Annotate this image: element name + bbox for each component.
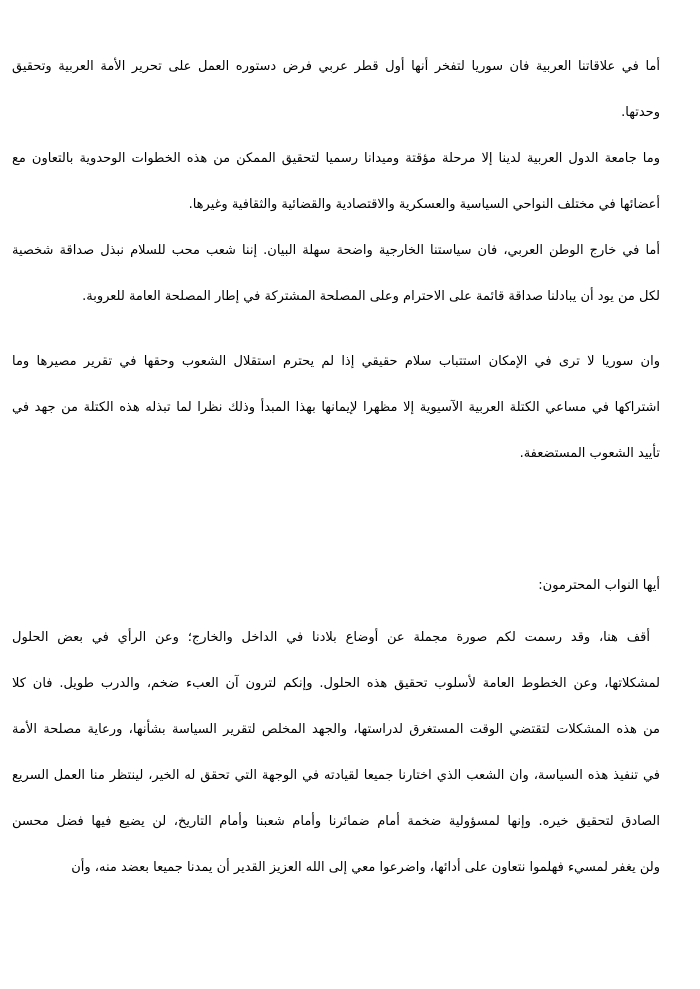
text-line: أما في خارج الوطن العربي، فان سياستنا الخارجية واضحة سهلة البيان. إننا شعب محب للسلام نبذل صداقة شخصية — [12, 243, 660, 258]
text-line: وان سوريا لا ترى في الإمكان استتباب سلام حقيقي إذا لم يحترم استقلال الشعوب وحقها في تقرير مصيرها وما — [12, 354, 660, 369]
blank-line — [12, 520, 660, 563]
section-heading — [12, 563, 660, 609]
paragraph — [12, 136, 660, 228]
text-line: أقف هنا، وقد رسمت لكم صورة مجملة عن أوضاع بلادنا في الداخل والخارج؛ وعن الرأي في بعض الحلول — [12, 630, 650, 645]
text-line: اشتراكها في مساعي الكتلة العربية الآسيوية إلا مظهرا لإيمانها بهذا المبدأ وذلك نظرا لما تبذله هذه الكتلة من جهد في — [12, 400, 660, 415]
text-line: ولن يغفر لمسيء فهلموا نتعاون على أدائها، واضرعوا معي إلى الله العزيز القدير أن يمدنا جميعا بعضد منه، وأن — [71, 860, 660, 875]
text-line: لكل من يود أن يبادلنا صداقة قائمة على الاحترام وعلى المصلحة المشتركة في إطار المصلحة العامة للعروبة. — [82, 289, 660, 304]
text-line: في تنفيذ هذه السياسة، وان الشعب الذي اختارنا جميعا لقيادته في الوجهة التي تحقق له الخير، لينتظر منا العمل السريع — [12, 768, 660, 783]
text-line: أيها النواب المحترمون: — [538, 578, 660, 593]
text-line: الصادق لتحقيق خيره. وإنها لمسؤولية ضخمة أمام ضمائرنا وأمام شعبنا وأمام التاريخ، لن يضيع فيها فضل محسن — [12, 814, 660, 829]
blank-line — [12, 477, 660, 520]
text-line: تأييد الشعوب المستضعفة. — [519, 446, 660, 461]
paragraph — [12, 339, 660, 477]
text-line: وحدتها. — [621, 105, 660, 120]
paragraph — [12, 228, 660, 320]
text-line: لمشكلاتها، وعن الخطوط العامة لأسلوب تحقيق هذه الحلول. وإنكم لترون آن العبء ضخم، والدرب طويل. فان كلا — [12, 676, 660, 691]
paragraph — [12, 615, 660, 891]
text-line: من هذه المشكلات لتقتضي الوقت المستغرق لدراستها، والجهد المخلص لتقرير السياسة بشأنها، ورعاية مصلحة الأمة — [12, 722, 660, 737]
text-line: أما في علاقاتنا العربية فان سوريا لتفخر أنها أول قطر عربي فرض دستوره العمل على تحرير الأمة العربية وتحقيق — [12, 59, 660, 74]
text-line: أعضائها في مختلف النواحي السياسية والعسكرية والاقتصادية والقضائية والثقافية وغيرها. — [188, 197, 660, 212]
paragraph — [12, 44, 660, 136]
text-line: وما جامعة الدول العربية لدينا إلا مرحلة مؤقتة وميدانا رسميا لتحقيق الممكن من هذه الخطوات الوحدوية بالتعاون مع — [12, 151, 660, 166]
